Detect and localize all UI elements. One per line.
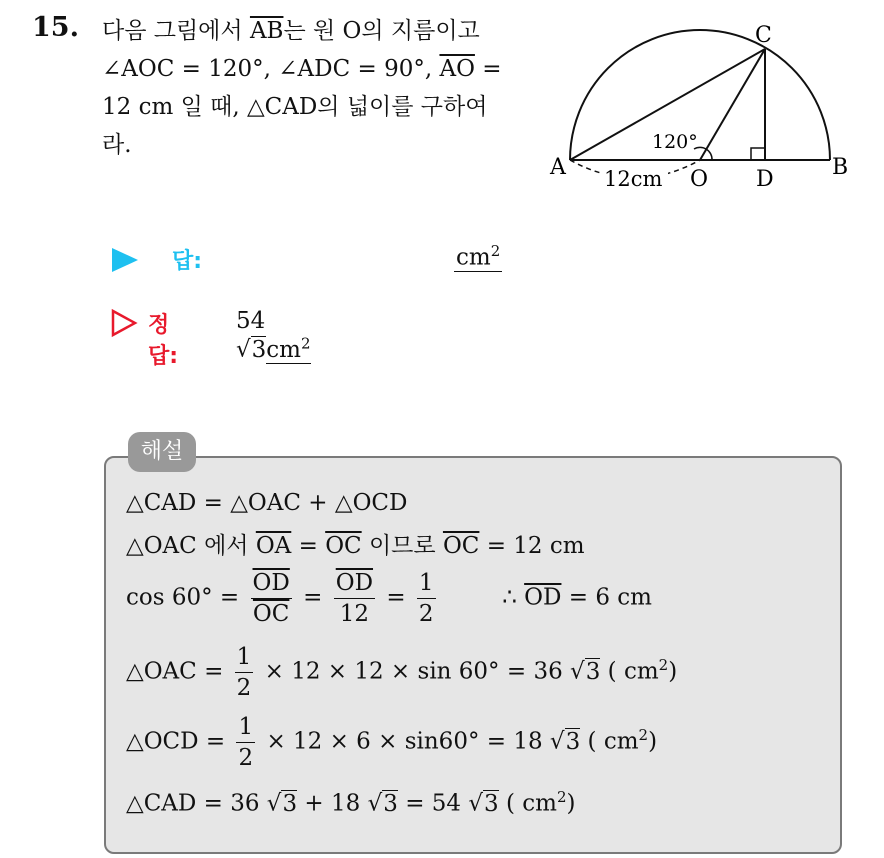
question-line-2: ∠AOC = 120°, ∠ADC = 90°, $\overline{AO}$ = xyxy=(102,56,502,82)
solution-line-3: cos 60° = $\frac{\overline{OD}}{OC}$ = $\frac{\overline{OD}}{12}$ = $\frac{1}{2}$ ∴ $\overline{OD} = 6$ cm xyxy=(126,570,652,627)
segment-oc-line xyxy=(700,49,765,160)
solution-line-1: △CAD = △OAC + △OCD xyxy=(126,490,408,516)
correct-label: 정답: xyxy=(148,313,179,369)
angle-label: 120° xyxy=(652,131,698,153)
answer-blank[interactable]: $cm^2$ xyxy=(456,242,501,271)
right-angle-mark xyxy=(751,148,765,160)
answer-label: 답: xyxy=(172,249,203,274)
fraction-1-2: $\frac{1}{2}$ xyxy=(418,570,434,627)
question-line-1: 다음 그림에서 $\overline{AB}$는 원 O의 지름이고 xyxy=(102,18,480,44)
semicircle-diagram xyxy=(540,18,860,198)
solution-line-2: △OAC 에서 $\overline{OA} = \overline{OC}$ 이므로 $\overline{OC} = 12$ cm xyxy=(126,533,585,559)
solution-line-4: △OAC = $\frac{1}{2}$ × 12 × 12 × sin 60° = 36 √3 ( $cm^2$) xyxy=(126,644,678,701)
play-arrow-icon xyxy=(112,248,138,272)
label-c: C xyxy=(755,23,772,48)
semicircle-arc xyxy=(570,30,830,160)
fraction-od-oc: $\frac{\overline{OD}}{OC}$ xyxy=(252,570,290,627)
solution-line-5: △OCD = $\frac{1}{2}$ × 12 × 6 × sin60° = 18 √3 ( $cm^2$) xyxy=(126,714,658,771)
label-d: D xyxy=(756,167,774,192)
question-line-3: 12 cm 일 때, △CAD의 넓이를 구하여 xyxy=(102,94,488,120)
label-b: B xyxy=(832,155,849,180)
solution-line-6: △CAD = 36 √3 + 18 √3 = 54 √3 ( $cm^2$) xyxy=(126,788,576,817)
question-text xyxy=(102,12,542,164)
solution-tab: 해설 xyxy=(128,432,196,472)
label-o: O xyxy=(690,167,709,192)
segment-ab: $\overline{AB}$ xyxy=(249,18,284,44)
question-number: 15. xyxy=(32,12,79,43)
question-line-4: 라. xyxy=(102,132,132,158)
segment-ao: $\overline{AO}$ xyxy=(439,56,475,82)
fraction-od-12: $\frac{\overline{OD}}{12}$ xyxy=(335,570,374,627)
length-label: 12cm xyxy=(604,167,663,191)
outline-arrow-icon xyxy=(110,308,138,338)
label-a: A xyxy=(550,155,566,180)
correct-value: 54 $√3cm^2$ xyxy=(236,308,311,363)
